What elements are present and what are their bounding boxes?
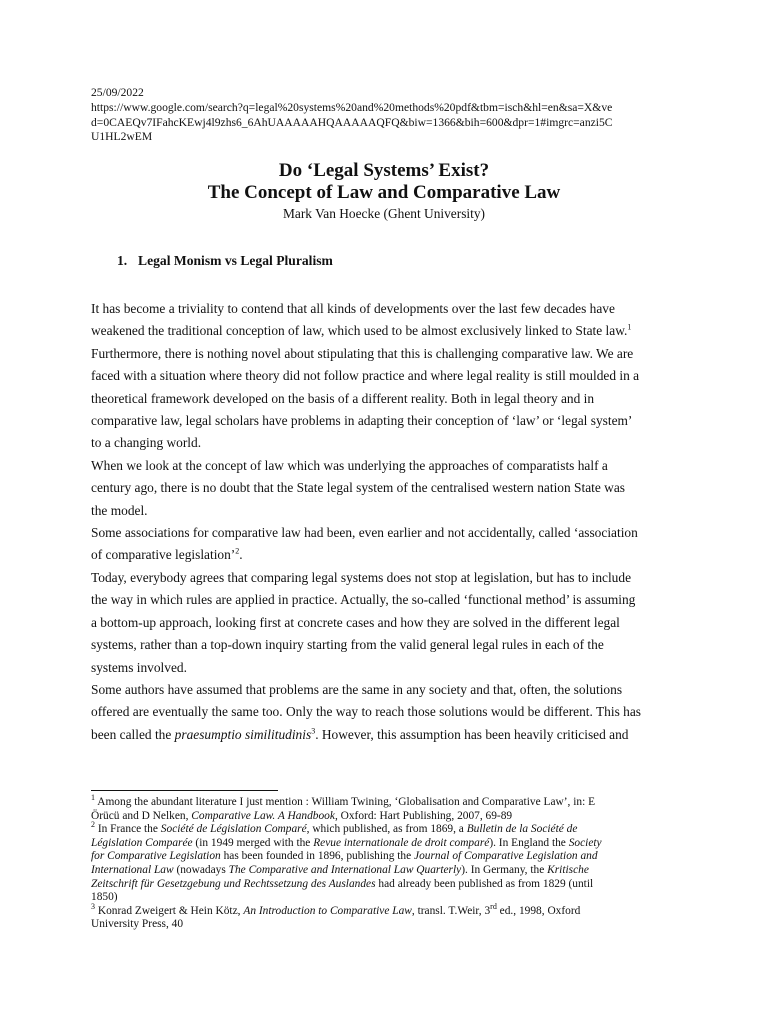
body-line: systems, rather than a top-down inquiry starting from the valid general legal rules in each of the bbox=[91, 637, 604, 653]
footnote-italic: Society bbox=[568, 836, 602, 849]
header-url-line: d=0CAEQv7IFahcKEwj4l9zhs6_6AhUAAAAAHQAAAAAQFQ&biw=1366&bih=600&dpr=1#imgrc=anzi5C bbox=[91, 115, 613, 129]
footnote-ref[interactable]: 2 bbox=[235, 547, 240, 556]
footnotes bbox=[91, 793, 691, 932]
body-line: the way in which rules are applied in practice. Actually, the so-called ‘functional method’ is assuming bbox=[91, 592, 636, 608]
body-line: offered are eventually the same too. Only the way to reach those solutions would be different. This has bbox=[91, 704, 641, 720]
footnote-italic: The Comparative and International Law Quarterly bbox=[228, 863, 462, 876]
title-block bbox=[0, 160, 768, 223]
footnote-ref[interactable]: 3 bbox=[311, 726, 316, 736]
footnote-ref[interactable]: 1 bbox=[627, 322, 632, 332]
body-line-text: . bbox=[239, 547, 243, 563]
footnote-line bbox=[91, 810, 691, 824]
body-line bbox=[91, 544, 691, 566]
header-url bbox=[91, 101, 691, 145]
footnote-text: (nowadays bbox=[173, 863, 229, 876]
footnote-italic: Législation Comparée bbox=[91, 836, 193, 849]
footnote-italic: Kritische bbox=[547, 863, 589, 876]
section-heading bbox=[117, 253, 333, 269]
footnote-text: Örücü and D Nelken, bbox=[91, 809, 192, 822]
footnote-italic: Bulletin de la Société de bbox=[466, 823, 578, 836]
header-url-line: https://www.google.com/search?q=legal%20systems%20and%20methods%20pdf&tbm=isch&hl=en&sa=X&ve bbox=[91, 100, 613, 114]
footnote-text: ). In Germany, the bbox=[461, 863, 548, 876]
document-title-line2: The Concept of Law and Comparative Law bbox=[207, 182, 561, 203]
header-date: 25/09/2022 bbox=[91, 86, 144, 99]
page-header bbox=[91, 86, 691, 145]
footnote-2 bbox=[91, 820, 691, 905]
body-line: the model. bbox=[91, 502, 148, 518]
footnote-line bbox=[91, 837, 691, 851]
footnote-text: (in 1949 merged with the bbox=[192, 836, 314, 849]
body-text bbox=[91, 298, 691, 746]
footnote-line bbox=[91, 820, 691, 837]
footnote-text: , Oxford: Hart Publishing, 2007, 69-89 bbox=[334, 809, 513, 822]
body-line-text: . However, this assumption has been heavily criticised and bbox=[315, 726, 629, 742]
footnote-number: 2 bbox=[91, 820, 95, 830]
body-line-text: weakened the traditional conception of law, which used to be almost exclusively linked to State law. bbox=[91, 323, 628, 339]
body-line-text: been called the bbox=[91, 726, 175, 742]
footnote-italic: Comparative Law. A Handbook bbox=[191, 809, 335, 822]
body-line bbox=[91, 724, 691, 746]
footnote-text: , which published, as from 1869, a bbox=[306, 823, 467, 836]
ordinal-suffix: rd bbox=[490, 901, 497, 911]
body-line: Some associations for comparative law had been, even earlier and not accidentally, called ‘association bbox=[91, 525, 638, 541]
body-line: to a changing world. bbox=[91, 435, 202, 451]
footnote-italic: for Comparative Legislation bbox=[91, 850, 221, 863]
italic-term: praesumptio similitudinis bbox=[174, 726, 312, 742]
body-line-text: of comparative legislation’ bbox=[91, 547, 236, 563]
section-title: Legal Monism vs Legal Pluralism bbox=[138, 253, 333, 268]
footnote-text: ). In England the bbox=[489, 836, 569, 849]
body-line: Some authors have assumed that problems are the same in any society and that, often, the solutions bbox=[91, 681, 623, 697]
body-line: Furthermore, there is nothing novel about stipulating that this is challenging comparative law. We are bbox=[91, 345, 634, 361]
header-url-line: U1HL2wEM bbox=[91, 130, 153, 144]
body-line: theoretical framework developed on the basis of a different reality. Both in legal theory and in bbox=[91, 390, 595, 406]
document-author: Mark Van Hoecke (Ghent University) bbox=[282, 206, 486, 221]
footnote-line bbox=[91, 864, 691, 878]
footnote-line: University Press, 40 bbox=[91, 918, 184, 931]
body-line: When we look at the concept of law which was underlying the approaches of comparatists half a bbox=[91, 457, 608, 473]
body-line: systems involved. bbox=[91, 659, 187, 675]
footnote-italic: International Law bbox=[91, 863, 174, 876]
body-line: Today, everybody agrees that comparing legal systems does not stop at legislation, but has to include bbox=[91, 569, 632, 585]
footnote-line: 1850) bbox=[91, 891, 118, 904]
footnote-number: 3 bbox=[91, 901, 95, 911]
document-title-line1: Do ‘Legal Systems’ Exist? bbox=[278, 160, 490, 181]
footnote-number: 1 bbox=[91, 793, 95, 803]
footnote-divider bbox=[91, 790, 278, 791]
footnote-italic: Zeitschrift für Gesetzgebung und Rechtssetzung des Auslandes bbox=[91, 877, 376, 890]
body-line: faced with a situation where theory did not follow practice and where legal reality is still moulded in a bbox=[91, 368, 640, 384]
footnote-text: Konrad Zweigert & Hein Kötz, bbox=[95, 904, 244, 917]
footnote-line bbox=[91, 878, 691, 892]
footnote-text: In France the bbox=[95, 823, 161, 836]
footnote-text: has been founded in 1896, publishing the bbox=[220, 850, 415, 863]
body-line: century ago, there is no doubt that the State legal system of the centralised western nation State was bbox=[91, 480, 625, 496]
body-line: a bottom-up approach, looking first at concrete cases and how they are solved in the different legal bbox=[91, 614, 620, 630]
body-line bbox=[91, 320, 691, 342]
body-line: It has become a triviality to contend that all kinds of developments over the last few decades have bbox=[91, 301, 615, 316]
footnote-italic: An Introduction to Comparative Law bbox=[243, 904, 412, 917]
footnote-italic: Revue internationale de droit comparé bbox=[313, 836, 490, 849]
footnote-line bbox=[91, 850, 691, 864]
footnote-3 bbox=[91, 901, 691, 932]
body-line: comparative law, legal scholars have problems in adapting their conception of ‘law’ or ‘legal system’ bbox=[91, 413, 633, 429]
footnote-text: , transl. T.Weir, 3 bbox=[411, 904, 491, 917]
footnote-italic: Journal of Comparative Legislation and bbox=[414, 850, 598, 863]
footnote-text: had already been published as from 1829 (until bbox=[375, 877, 594, 890]
footnote-line bbox=[91, 901, 691, 919]
footnote-line bbox=[91, 793, 691, 810]
footnote-text: Among the abundant literature I just mention : William Twining, ‘Globalisation and Comparative Law’, in: E bbox=[95, 796, 596, 808]
footnote-text: ed., 1998, Oxford bbox=[496, 904, 581, 917]
footnote-italic: Société de Législation Comparé bbox=[160, 823, 307, 836]
section-number: 1. bbox=[117, 253, 128, 268]
footnote-1 bbox=[91, 793, 691, 823]
